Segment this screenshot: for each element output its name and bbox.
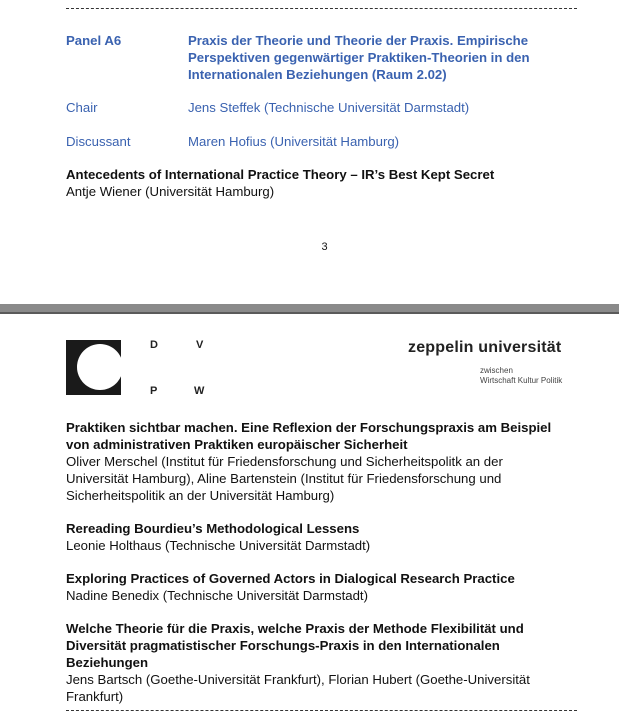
talk-authors: Jens Bartsch (Goethe-Universität Frankfurt), Florian Hubert (Goethe-Universität Frankfurt) (66, 672, 530, 704)
bottom-divider (66, 710, 577, 711)
talk-1 (66, 419, 566, 504)
talk-authors: Oliver Merschel (Institut für Friedensforschung und Sicherheitspolitk an der Universität Hamburg), Aline Bartenstein (Institut für Friedensforschung und Sicherheitspolitik an der Universität Hamburg) (66, 454, 503, 503)
panel-label: Panel A6 (66, 33, 122, 48)
chair-value: Jens Steffek (Technische Universität Darmstadt) (188, 100, 470, 115)
talk-authors: Nadine Benedix (Technische Universität Darmstadt) (66, 588, 368, 603)
dvpw-letter-d: D (150, 339, 158, 351)
zu-logo-line1: zwischen (480, 366, 513, 375)
dvpw-letter-w: W (194, 385, 205, 397)
talk-title: Antecedents of International Practice Theory – IR’s Best Kept Secret (66, 167, 495, 182)
dvpw-letter-v: V (196, 339, 204, 351)
discussant-label: Discussant (66, 134, 131, 149)
talk-3 (66, 570, 566, 604)
dvpw-logo-icon (66, 340, 121, 395)
chair-label: Chair (66, 100, 98, 115)
page-number: 3 (321, 241, 328, 253)
talk-title: Praktiken sichtbar machen. Eine Reflexion der Forschungspraxis am Beispiel von administrativen Praktiken europäischer Sicherheit (66, 420, 552, 452)
dvpw-letter-p: P (150, 385, 158, 397)
talk-authors: Leonie Holthaus (Technische Universität Darmstadt) (66, 538, 371, 553)
talk-title: Rereading Bourdieu’s Methodological Lessens (66, 521, 360, 536)
talk-2 (66, 520, 566, 554)
talk-authors: Antje Wiener (Universität Hamburg) (66, 184, 275, 199)
panel-title: Praxis der Theorie und Theorie der Praxis. Empirische Perspektiven gegenwärtiger Praktiken-Theorien in den Internationalen Beziehungen (Raum 2.02) (188, 33, 530, 82)
discussant-value: Maren Hofius (Universität Hamburg) (188, 134, 400, 149)
talk-title: Exploring Practices of Governed Actors in Dialogical Research Practice (66, 571, 515, 586)
talk-top (66, 166, 566, 200)
talk-4 (66, 620, 566, 705)
top-divider (66, 8, 577, 9)
talk-title: Welche Theorie für die Praxis, welche Praxis der Methode Flexibilität und Diversität pragmatistischer Forschungs-Praxis in den Internationalen Beziehungen (66, 621, 524, 670)
zu-logo-line2: Wirtschaft Kultur Politik (480, 376, 563, 385)
zu-logo-name: zeppelin universität (408, 339, 562, 356)
page-gap-edge (0, 312, 619, 314)
